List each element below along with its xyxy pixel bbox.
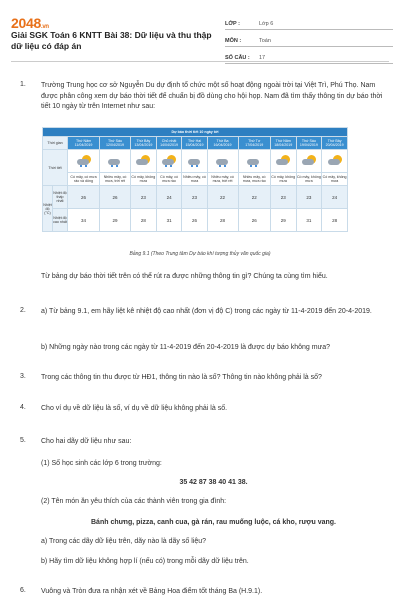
forecast-weather-desc: Có mây, có mưa rào và dông [68, 173, 100, 186]
forecast-day-cell [270, 137, 296, 150]
high-temp-value: 24 [156, 186, 182, 209]
high-temp-value: 22 [238, 186, 270, 209]
low-temp-value: 26 [182, 209, 207, 232]
meta-row-subject [225, 30, 393, 47]
forecast-icon-cell [100, 150, 131, 173]
meta-key: SỐ CÂU : [225, 55, 250, 61]
forecast-day-name: Thứ Bảy [136, 138, 151, 143]
forecast-icon-cell [156, 150, 182, 173]
forecast-day-date: 19/04/2019 [299, 143, 318, 147]
high-temp-value: 26 [68, 186, 100, 209]
forecast-day-name: Thứ Bảy [327, 138, 342, 143]
forecast-icons-row [43, 150, 348, 173]
rain-shape [80, 165, 87, 169]
forecast-day-name: Thứ Ba [216, 138, 229, 143]
question-5-sequence-1-label: (1) Số học sinh các lớp 6 trong trường: [41, 460, 162, 467]
sun-cloud-icon [135, 155, 151, 167]
high-temp-value: 26 [100, 186, 131, 209]
meta-box [225, 13, 393, 64]
meta-key: LỚP : [225, 21, 240, 27]
question-6-text: Vuông và Tròn đưa ra nhận xét về Bảng Hoa điểm tốt tháng Ba (H.9.1). [41, 588, 263, 595]
low-temp-value: 31 [156, 209, 182, 232]
forecast-day-date: 13/04/2019 [134, 143, 153, 147]
document-title: Giải SGK Toán 6 KNTT Bài 38: Dữ liệu và thu thập dữ liệu có đáp án [11, 30, 212, 51]
header-divider [11, 61, 389, 62]
sun-cloud-rain-icon [161, 155, 177, 167]
forecast-day-date: 18/04/2019 [274, 143, 293, 147]
question-number: 1. [20, 81, 26, 88]
cloud-shape [136, 159, 148, 165]
low-temp-value: 29 [270, 209, 296, 232]
question-2-part-b: b) Những ngày nào trong các ngày từ 11-4-2019 đến 20-4-2019 là được dự báo không mưa? [41, 344, 331, 351]
forecast-weather-desc: Có mây, không mưa [131, 173, 157, 186]
question-1-followup: Từ bảng dự báo thời tiết trên có thể rút ra được những thông tin gì? Chúng ta cùng tìm hiểu. [41, 273, 328, 280]
cloud-shape [328, 159, 340, 165]
logo-text: 2048 [11, 15, 41, 31]
question-5-sequence-1-data: 35 42 87 38 40 41 38. [179, 479, 248, 486]
sun-cloud-icon [327, 155, 343, 167]
question-number: 5. [20, 437, 26, 444]
cloud-rain-icon [107, 155, 123, 167]
rain-shape [250, 165, 257, 169]
forecast-icon-cell [207, 150, 238, 173]
forecast-icon-cell [270, 150, 296, 173]
question-5-sequence-2-data: Bánh chưng, pizza, canh cua, gà rán, rau muống luộc, cá kho, rượu vang. [91, 519, 336, 526]
question-2-part-a: a) Từ bảng 9.1, em hãy liệt kê nhiệt độ cao nhất (đơn vị độ C) trong các ngày từ 11-4-2019 đến 20-4-2019. [41, 308, 372, 315]
high-temp-label: Nhiệt độ thấp nhất [53, 186, 68, 209]
forecast-day-date: 15/04/2019 [185, 143, 204, 147]
low-temp-value: 31 [296, 209, 322, 232]
low-temp-value: 28 [322, 209, 348, 232]
forecast-day-cell [68, 137, 100, 150]
sun-cloud-rain-icon [76, 155, 92, 167]
forecast-desc-row [43, 173, 348, 186]
forecast-day-name: Thứ Năm [275, 138, 291, 143]
forecast-weather-desc: Nhiều mây, có mưa, trời rét [207, 173, 238, 186]
forecast-day-date: 12/04/2019 [106, 143, 125, 147]
question-number: 2. [20, 307, 26, 314]
forecast-weather-desc: Có mây, không mưa [296, 173, 322, 186]
question-5-intro: Cho hai dãy dữ liệu như sau: [41, 438, 132, 445]
forecast-day-date: 17/04/2019 [245, 143, 264, 147]
forecast-day-cell [182, 137, 207, 150]
low-temp-value: 28 [207, 209, 238, 232]
forecast-weather-desc: Nhiều mây, có mưa, trời rét [100, 173, 131, 186]
low-temp-value: 34 [68, 209, 100, 232]
rain-shape [111, 165, 118, 169]
forecast-day-name: Chủ nhật [161, 138, 177, 143]
low-temp-value: 26 [238, 209, 270, 232]
time-label: Thời gian [43, 137, 68, 150]
question-1-text: Trường Trung học cơ sở Nguyễn Du dự định tổ chức một số hoạt động ngoài trời tại Việt Trì, Phú Thọ. Nam được phân công xem dự báo thời tiết để chuẩn bị đồ dùng cho hội họp. Nam đã tìm thấy thông tin dự báo thời tiết 10 ngày từ trên Internet như sau: [41, 82, 383, 110]
forecast-day-name: Thứ Sáu [108, 138, 123, 143]
forecast-day-name: Thứ Tư [248, 138, 261, 143]
cloud-shape [302, 159, 314, 165]
forecast-day-cell [296, 137, 322, 150]
forecast-icon-cell [131, 150, 157, 173]
rain-shape [165, 165, 172, 169]
forecast-day-cell [156, 137, 182, 150]
forecast-day-date: 11/04/2019 [74, 143, 93, 147]
meta-row-class [225, 13, 393, 30]
forecast-day-name: Thứ Năm [75, 138, 92, 143]
cloud-rain-icon [187, 155, 203, 167]
forecast-day-cell [207, 137, 238, 150]
weather-label: Thời tiết [43, 150, 68, 186]
question-3-text: Trong các thông tin thu được từ HĐ1, thông tin nào là số? Thông tin nào không phải là số? [41, 374, 322, 381]
forecast-day-date: 20/04/2019 [325, 143, 344, 147]
meta-value: Toán [259, 38, 271, 44]
low-temp-value: 28 [131, 209, 157, 232]
rain-shape [191, 165, 198, 169]
forecast-low-row [43, 209, 348, 232]
high-temp-value: 24 [322, 186, 348, 209]
meta-key: MÔN : [225, 38, 242, 44]
forecast-day-cell [131, 137, 157, 150]
logo-suffix: .vn [40, 24, 49, 30]
forecast-weather-desc: Có mây, không mưa [322, 173, 348, 186]
forecast-day-date: 14/04/2019 [160, 143, 179, 147]
site-logo[interactable] [11, 15, 49, 31]
forecast-days-row [43, 137, 348, 150]
forecast-day-name: Thứ Hai [188, 138, 201, 143]
forecast-day-cell [238, 137, 270, 150]
question-number: 6. [20, 587, 26, 594]
meta-value: Lớp 6 [259, 21, 274, 27]
high-temp-value: 23 [182, 186, 207, 209]
weather-forecast-table [42, 127, 348, 232]
cloud-rain-icon [215, 155, 231, 167]
forecast-day-date: 16/04/2019 [213, 143, 232, 147]
question-5-part-b: b) Hãy tìm dữ liệu không hợp lí (nếu có) trong mỗi dãy dữ liệu trên. [41, 558, 249, 565]
question-4-text: Cho ví dụ về dữ liệu là số, ví dụ về dữ liệu không phải là số. [41, 405, 228, 412]
forecast-table-title: Dự báo thời tiết 10 ngày tới [43, 128, 348, 137]
temp-label: Nhiệt độ (°C) [43, 186, 53, 232]
forecast-day-cell [100, 137, 131, 150]
forecast-weather-desc: Nhiều mây, có mưa, mưa rào [238, 173, 270, 186]
question-5-part-a: a) Trong các dãy dữ liệu trên, dãy nào là dãy số liệu? [41, 538, 207, 545]
question-5-sequence-2-label: (2) Tên món ăn yêu thích của các thành viên trong gia đình: [41, 498, 227, 505]
question-number: 4. [20, 404, 26, 411]
forecast-high-row [43, 186, 348, 209]
forecast-weather-desc: Có mây, không mưa [270, 173, 296, 186]
high-temp-value: 22 [207, 186, 238, 209]
cloud-rain-icon [246, 155, 262, 167]
low-temp-value: 29 [100, 209, 131, 232]
sun-cloud-icon [275, 155, 291, 167]
forecast-day-name: Thứ Sáu [301, 138, 316, 143]
forecast-icon-cell [238, 150, 270, 173]
high-temp-value: 23 [270, 186, 296, 209]
low-temp-label: Nhiệt độ cao nhất [53, 209, 68, 232]
forecast-weather-desc: Có mây, có mưa rào [156, 173, 182, 186]
sun-cloud-icon [301, 155, 317, 167]
meta-value: 17 [259, 55, 266, 61]
forecast-weather-desc: Nhiều mây, có mưa [182, 173, 207, 186]
forecast-icon-cell [296, 150, 322, 173]
cloud-shape [276, 159, 288, 165]
high-temp-value: 23 [296, 186, 322, 209]
forecast-day-cell [322, 137, 348, 150]
high-temp-value: 23 [131, 186, 157, 209]
question-number: 3. [20, 373, 26, 380]
table-caption: Bảng 9.1 (Theo Trung tâm Dự báo khí tượng thủy văn quốc gia) [129, 251, 271, 257]
forecast-icon-cell [182, 150, 207, 173]
rain-shape [219, 165, 226, 169]
forecast-icon-cell [322, 150, 348, 173]
forecast-icon-cell [68, 150, 100, 173]
